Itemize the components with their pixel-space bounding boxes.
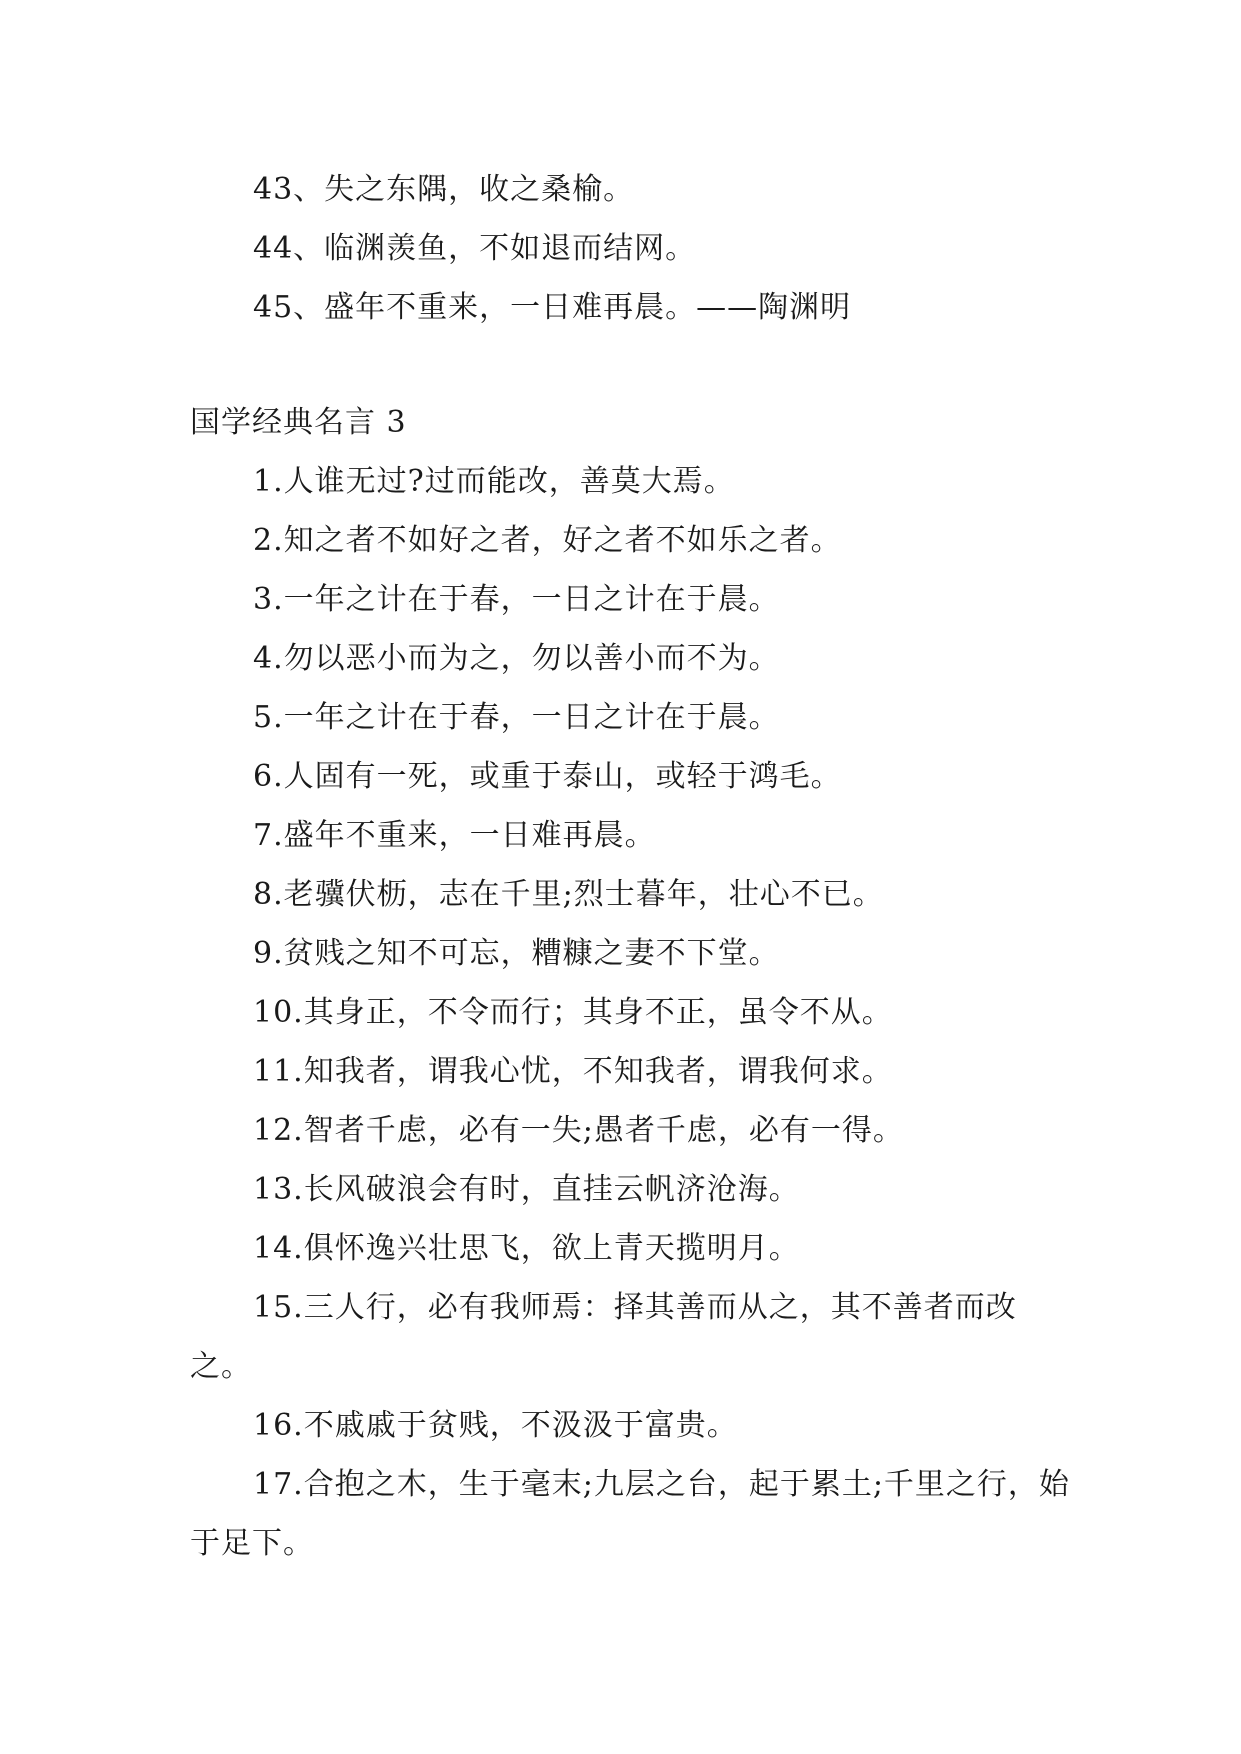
quote-item: 13.长风破浪会有时，直挂云帆济沧海。 xyxy=(253,1172,800,1207)
quote-item: 44、临渊羡鱼，不如退而结网。 xyxy=(253,231,697,266)
quote-item: 10.其身正，不令而行；其身不正，虽令不从。 xyxy=(253,995,893,1030)
section-heading: 国学经典名言 3 xyxy=(190,405,407,440)
quote-item: 12.智者千虑，必有一失;愚者千虑，必有一得。 xyxy=(253,1113,904,1148)
quote-item: 1.人谁无过?过而能改，善莫大焉。 xyxy=(253,464,735,499)
quote-item: 7.盛年不重来，一日难再晨。 xyxy=(253,818,656,853)
quote-item: 14.俱怀逸兴壮思飞，欲上青天揽明月。 xyxy=(253,1231,800,1266)
quote-item: 15.三人行，必有我师焉：择其善而从之，其不善者而改之。 xyxy=(190,1290,1017,1384)
quote-item: 3.一年之计在于春，一日之计在于晨。 xyxy=(253,582,780,617)
quote-item: 4.勿以恶小而为之，勿以善小而不为。 xyxy=(253,641,780,676)
quote-list-top xyxy=(190,160,1070,337)
quote-item: 45、盛年不重来，一日难再晨。——陶渊明 xyxy=(253,290,852,325)
quote-item: 6.人固有一死，或重于泰山，或轻于鸿毛。 xyxy=(253,759,842,794)
section-quotes-3 xyxy=(190,393,1070,1573)
quote-item: 9.贫贱之知不可忘，糟糠之妻不下堂。 xyxy=(253,936,780,971)
quote-item: 43、失之东隅，收之桑榆。 xyxy=(253,172,635,207)
quote-item: 11.知我者，谓我心忧，不知我者，谓我何求。 xyxy=(253,1054,893,1089)
quote-item: 5.一年之计在于春，一日之计在于晨。 xyxy=(253,700,780,735)
quote-item: 2.知之者不如好之者，好之者不如乐之者。 xyxy=(253,523,842,558)
quote-item: 16.不戚戚于贫贱，不汲汲于富贵。 xyxy=(253,1408,738,1443)
quote-item: 8.老骥伏枥，志在千里;烈士暮年，壮心不已。 xyxy=(253,877,884,912)
quote-item: 17.合抱之木，生于毫末;九层之台，起于累土;千里之行，始于足下。 xyxy=(190,1467,1070,1561)
